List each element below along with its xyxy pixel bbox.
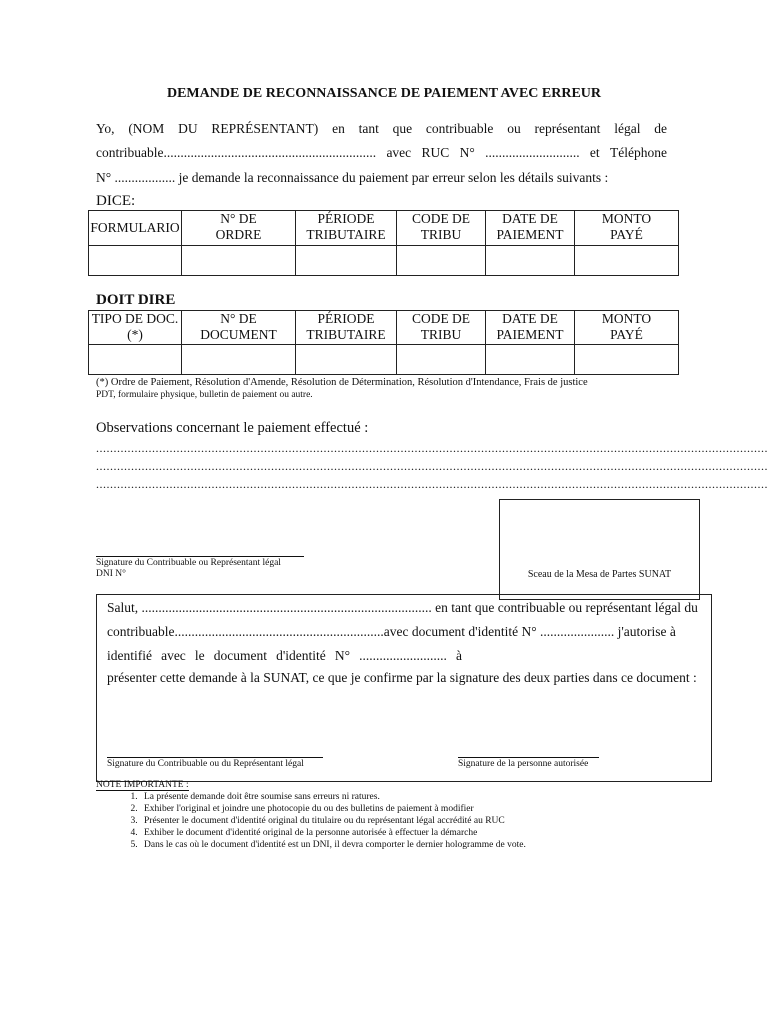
signature-line-right (458, 757, 599, 758)
intro-word: de (654, 121, 667, 136)
authorization-word: N° (334, 648, 351, 663)
important-notes (96, 779, 526, 851)
column-header-text: TRIBUTAIRE (306, 227, 386, 242)
doit-dire-label: DOIT DIRE (96, 292, 176, 308)
column-header (575, 211, 679, 246)
intro-word: que (392, 121, 413, 136)
column-header (486, 311, 575, 345)
authorization-line-4: présenter cette demande à la SUNAT, ce que je confirme par la signature des deux parties dans ce document : (107, 670, 697, 685)
column-header (89, 311, 182, 345)
header-row (89, 311, 679, 345)
authorization-word: identifié (107, 648, 152, 663)
intro-word: (NOM (128, 121, 165, 136)
dni-label: DNI N° (96, 569, 126, 579)
authorization-word: document (213, 648, 267, 663)
table-cell[interactable] (89, 345, 182, 375)
intro-word: avec (386, 145, 412, 160)
column-header-text: DATE DE (502, 311, 558, 326)
footnote-line-2: PDT, formulaire physique, bulletin de paiement ou autre. (96, 390, 313, 400)
footnote-line-1: (*) Ordre de Paiement, Résolution d'Amende, Résolution de Détermination, Résolution d'Intendance, Frais de justice (96, 377, 588, 388)
column-header-text: N° DE (220, 311, 257, 326)
column-header-text: MONTO (601, 311, 652, 326)
column-header (182, 211, 296, 246)
signature-line-left (107, 757, 323, 758)
intro-line-3: N° .................. je demande la reconnaissance du paiement par erreur selon les détails suivants : (96, 170, 609, 185)
table-cell[interactable] (397, 246, 486, 276)
authorization-line-1: Salut, ...................................................................................... en tant que contribuable ou représentant légal du (107, 600, 698, 615)
table-cell[interactable] (486, 345, 575, 375)
authorization-word: à (455, 648, 462, 663)
intro-word: RUC (421, 145, 450, 160)
column-header-text: PAIEMENT (496, 327, 564, 342)
table-cell[interactable] (296, 345, 397, 375)
table-cell[interactable] (296, 246, 397, 276)
column-header (89, 211, 182, 246)
authorization-word: avec (161, 648, 186, 663)
column-header-text: TRIBU (420, 327, 462, 342)
note-item: 3. Présenter le document d'identité original du titulaire ou du représentant légal accrédité au RUC (140, 815, 526, 827)
intro-word: N° (459, 145, 475, 160)
column-header-text: CODE DE (411, 311, 471, 326)
note-item: 1. La présente demande doit être soumise sans erreurs ni ratures. (140, 791, 526, 803)
column-header-text: ORDRE (215, 227, 262, 242)
intro-word: REPRÉSENTANT) (211, 121, 319, 136)
column-header (296, 311, 397, 345)
column-header-text: MONTO (601, 211, 652, 226)
observations-line-3[interactable]: ................................................................................................................................................................................................ (96, 477, 768, 491)
column-header-text: N° DE (220, 211, 257, 226)
table-cell[interactable] (575, 246, 679, 276)
column-header (182, 311, 296, 345)
observations-label: Observations concernant le paiement effectué : (96, 420, 369, 436)
intro-line-2 (96, 145, 667, 161)
table-cell[interactable] (182, 345, 296, 375)
column-header-text: CODE DE (411, 211, 471, 226)
dice-label: DICE: (96, 193, 136, 209)
note-item: 2. Exhiber l'original et joindre une photocopie du ou des bulletins de paiement à modifier (140, 803, 526, 815)
intro-word: représentant (534, 121, 601, 136)
notes-heading: NOTE IMPORTANTE : (96, 780, 189, 790)
column-header (397, 311, 486, 345)
table-cell[interactable] (182, 246, 296, 276)
column-header (397, 211, 486, 246)
authorization-box (96, 594, 712, 782)
form-title: DEMANDE DE RECONNAISSANCE DE PAIEMENT AVEC ERREUR (166, 86, 602, 101)
table-cell[interactable] (397, 345, 486, 375)
column-header (296, 211, 397, 246)
intro-word: et (589, 145, 600, 160)
doit-dire-table (88, 310, 679, 375)
column-header-text: DATE DE (502, 211, 558, 226)
authorization-word: .......................... (359, 648, 447, 663)
column-header-text: PAYÉ (610, 227, 643, 242)
stamp-label: Sceau de la Mesa de Partes SUNAT (527, 569, 672, 580)
intro-word: Téléphone (609, 145, 667, 160)
signature-line-contribuable (96, 556, 304, 557)
table-cell[interactable] (575, 345, 679, 375)
intro-word: ou (507, 121, 521, 136)
intro-word: Yo, (96, 121, 115, 136)
note-item: 5. Dans le cas où le document d'identité est un DNI, il devra comporter le dernier hologramme de vote. (140, 839, 526, 851)
signature-right-label: Signature de la personne autorisée (458, 759, 589, 769)
table-row (89, 246, 679, 276)
signature-left-label: Signature du Contribuable ou du Représentant légal (107, 759, 304, 769)
authorization-word: le (194, 648, 205, 663)
column-header-text: PAYÉ (610, 327, 643, 342)
column-header-text: TRIBUTAIRE (306, 327, 386, 342)
intro-word: ............................ (485, 145, 580, 160)
observations-line-1[interactable]: ................................................................................................................................................................................................ (96, 441, 768, 455)
header-row (89, 211, 679, 246)
sunat-stamp-box (499, 499, 700, 600)
intro-word: contribuable............................................................... (96, 145, 377, 160)
column-header-text: TIPO DE DOC. (91, 311, 179, 326)
column-header (575, 311, 679, 345)
intro-word: en (332, 121, 345, 136)
column-header (486, 211, 575, 246)
table-cell[interactable] (89, 246, 182, 276)
observations-line-2[interactable]: ................................................................................................................................................................................................ (96, 459, 768, 473)
note-item: 4. Exhiber le document d'identité original de la personne autorisée à effectuer la démarche (140, 827, 526, 839)
authorization-line-3 (107, 648, 462, 664)
intro-line-1 (96, 121, 667, 137)
table-cell[interactable] (486, 246, 575, 276)
column-header-text: DOCUMENT (200, 327, 277, 342)
intro-word: contribuable (425, 121, 494, 136)
column-header-text: TRIBU (420, 227, 462, 242)
authorization-line-2: contribuable..............................................................avec document d'identité N° ...................... j'autorise à (107, 624, 676, 639)
column-header-text: PÉRIODE (317, 311, 375, 326)
intro-word: tant (358, 121, 379, 136)
column-header-text: PAIEMENT (496, 227, 564, 242)
notes-list (96, 791, 526, 851)
column-header-text: FORMULARIO (90, 220, 180, 235)
column-header-text: PÉRIODE (317, 211, 375, 226)
column-header-text: (*) (127, 327, 143, 342)
intro-word: légal (614, 121, 641, 136)
signature-contribuable-label: Signature du Contribuable ou Représentant légal (96, 558, 281, 568)
intro-word: DU (178, 121, 198, 136)
table-row (89, 345, 679, 375)
dice-table (88, 210, 679, 276)
authorization-word: d'identité (276, 648, 326, 663)
